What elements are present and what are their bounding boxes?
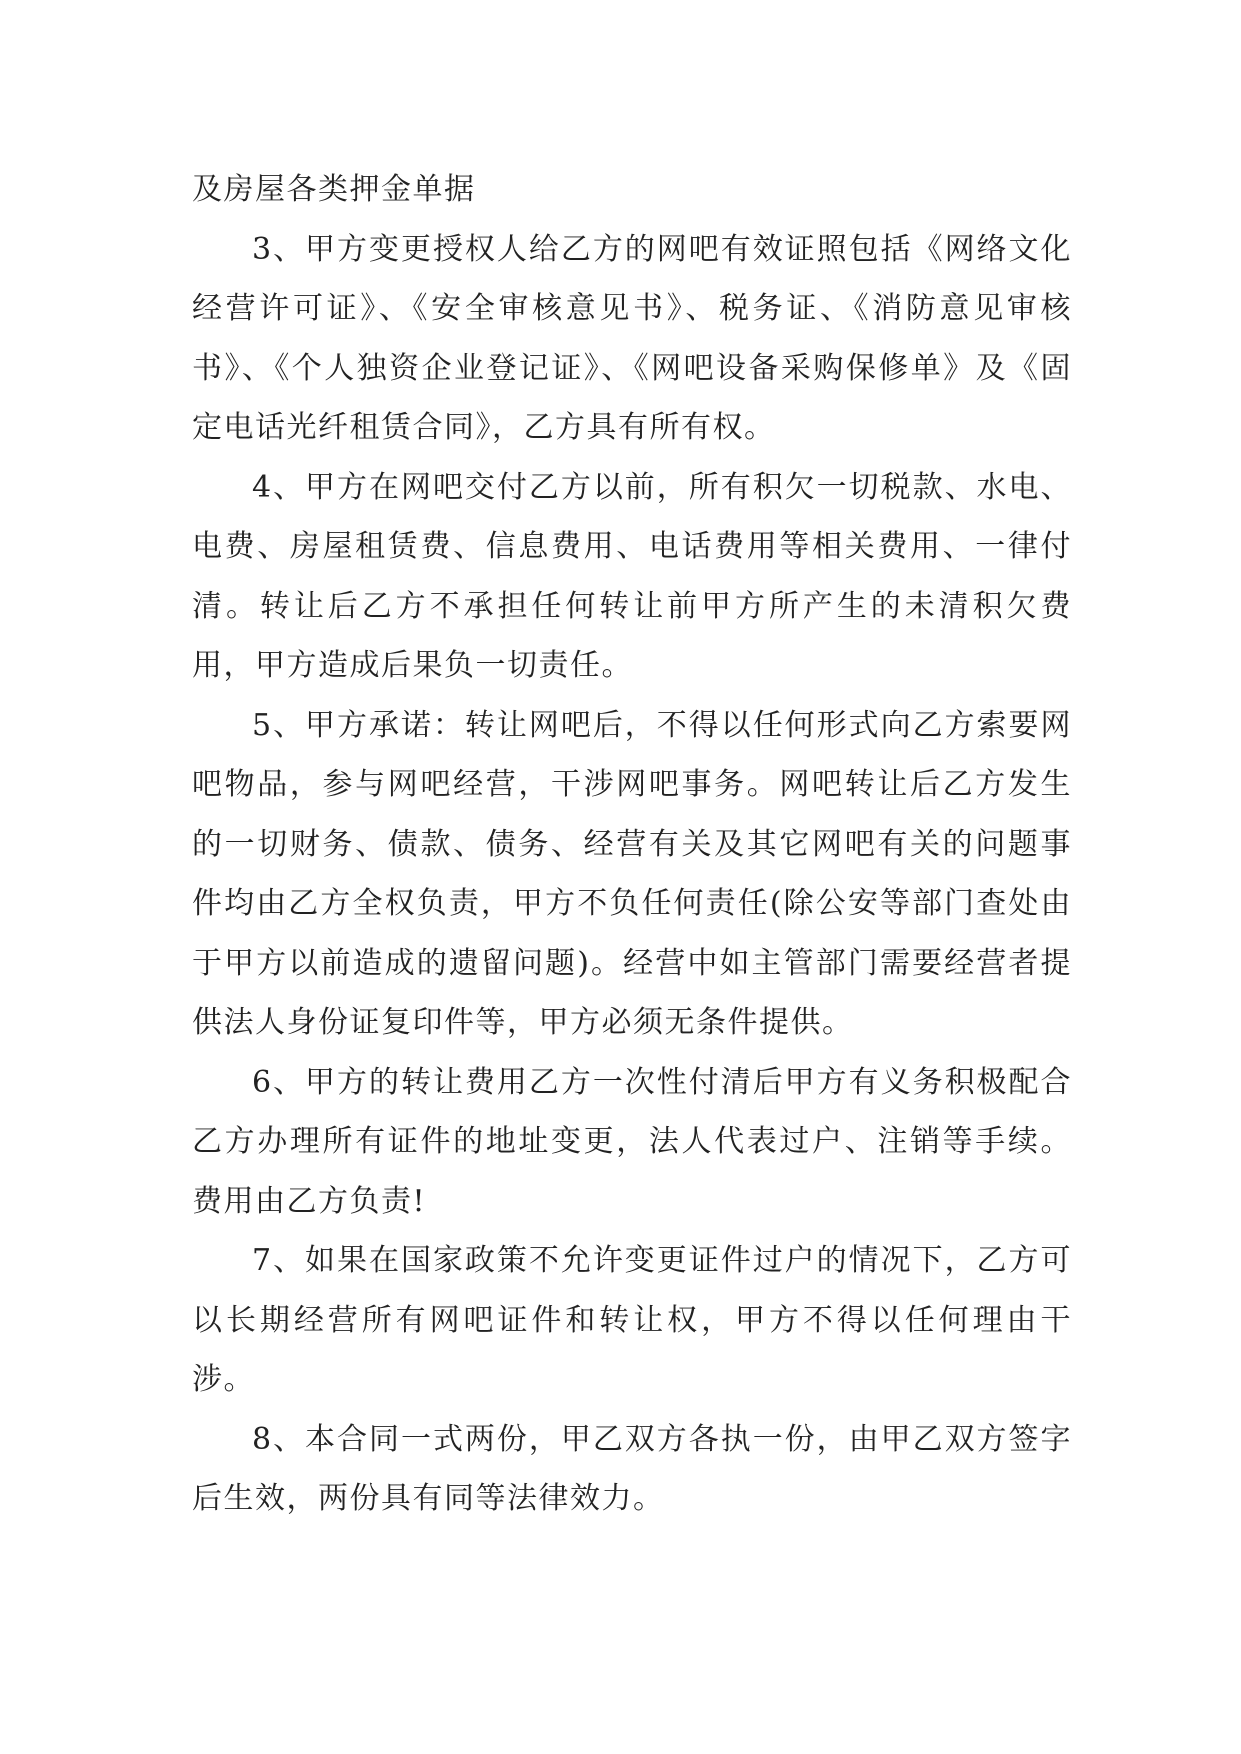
paragraph-clause-4: 4、甲方在网吧交付乙方以前，所有积欠一切税款、水电、电费、房屋租赁费、信息费用、电话费用等相关费用、一律付清。转让后乙方不承担任何转让前甲方所产生的未清积欠费用，甲方造成后果负一切责任。 [192,469,1072,683]
paragraph-clause-7: 7、如果在国家政策不允许变更证件过户的情况下，乙方可以长期经营所有网吧证件和转让权，甲方不得以任何理由干涉。 [192,1243,1072,1397]
paragraph-clause-6: 6、甲方的转让费用乙方一次性付清后甲方有义务积极配合乙方办理所有证件的地址变更，法人代表过户、注销等手续。费用由乙方负责! [192,1064,1072,1219]
paragraph-clause-8: 8、本合同一式两份，甲乙双方各执一份，由甲乙双方签字后生效，两份具有同等法律效力。 [192,1421,1072,1516]
paragraph-continued: 及房屋各类押金单据 [192,172,476,207]
document-body [192,160,1072,1529]
paragraph-clause-5: 5、甲方承诺：转让网吧后，不得以任何形式向乙方索要网吧物品，参与网吧经营，干涉网吧事务。网吧转让后乙方发生的一切财务、债款、债务、经营有关及其它网吧有关的问题事件均由乙方全权负责，甲方不负任何责任(除公安等部门查处由于甲方以前造成的遗留问题)。经营中如主管部门需要经营者提供法人身份证复印件等，甲方必须无条件提供。 [192,707,1072,1040]
paragraph-clause-3: 3、甲方变更授权人给乙方的网吧有效证照包括《网络文化经营许可证》、《安全审核意见书》、税务证、《消防意见审核书》、《个人独资企业登记证》、《网吧设备采购保修单》及《固定电话光纤租赁合同》，乙方具有所有权。 [192,231,1072,445]
